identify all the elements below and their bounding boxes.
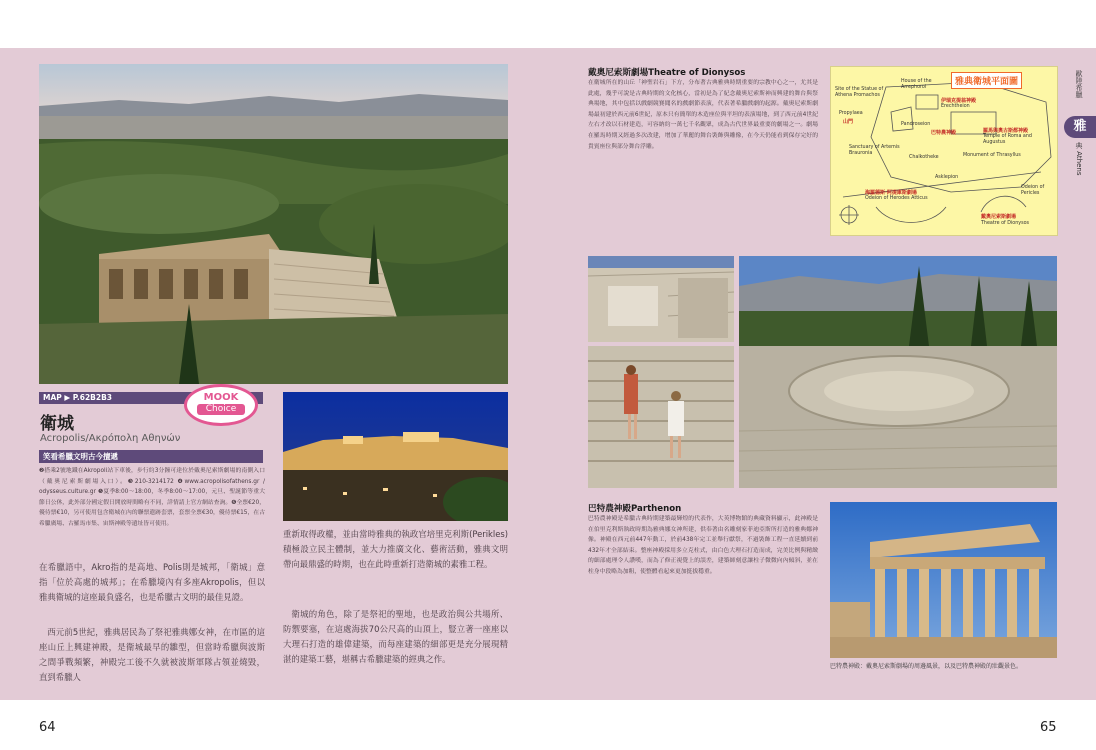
map-ref[interactable]: MAP ▶ P.62B2B3 [43,393,113,402]
odeon-aerial-photo [39,64,508,384]
theatre-of-dionysos-photo [739,256,1057,488]
plan-label-pericles: Odeion of Pericles [1021,185,1045,196]
page-number-left: 64 [39,720,56,735]
acropolis-para2: 西元前5世紀，雅典居民為了祭祀雅典娜女神，在市區的這座山丘上興建神殿，是衛城最早的雛型，但當時希臘與波斯之間爭戰頻繁，神殿完工後不久就被波斯軍隊占領並燒毀，直到希臘人 [39,627,265,682]
acropolis-night-photo [283,392,508,521]
parthenon-text: 巴特農神殿是希臘古典時期建築最輝煌的代表作，大英博物館的典藏資料顯示，此神殿是在伯里克利斯執政時期為雅典娜女神所建，供奉著由名雕刻家菲迪亞斯所打造的雅典娜神像。神殿在西元前447年動工，於前438年完工並舉行獻祭，不過裝飾工程一直延續到前432年才全部結束。整座神殿採用多立克柱式，由白色大理石打造而成，完美比例與精緻的細部處理令人讚嘆，而為了修正視覺上的誤差，建築師刻意讓柱子微微向內傾斜，並在柱身中段略為加粗，使整體看起來更加挺拔穩重。 [588,516,818,575]
plan-label-roma-cn: 羅馬與奧古斯都神殿 [983,128,1029,134]
plan-label-herodes-en: Odeion of Herodes Atticus [865,196,928,201]
plan-label-brauron: Sanctuary of Artemis Brauronia [849,145,900,156]
plan-label-chalkotheke: Chalkotheke [909,155,939,160]
plan-label-erechtheion-en: Erechtheion [941,104,970,109]
plan-label-propylaea-en: Propylaea [839,111,863,116]
parthenon-photo [830,502,1057,658]
plan-label-herodes-cn: 海羅德斯·阿提庫斯劇場 [865,190,917,196]
plan-label-pandroseion: Pandroseion [901,122,931,127]
plan-label-asklepion: Asklepion [935,175,959,180]
plan-label-dionysos-cn: 戴奧尼索斯劇場 [981,214,1017,220]
badge-bottom: Choice [197,404,245,415]
plan-label-parthenon-cn: 巴特農神殿 [931,130,957,136]
plan-label-roma-en: Temple of Roma and Augustus [983,134,1032,145]
parthenon-caption: 巴特農神殿：戴奧尼索斯劇場的周邊風景，以及巴特農神殿的壯觀景色。 [830,663,1023,670]
plan-label-erechtheion-cn: 伊瑞克提翁神殿 [941,98,977,104]
acropolis-latin-title: Acropolis/Ακρόπολη Αθηνών [40,433,181,444]
dionysos-title: 戴奧尼索斯劇場Theatre of Dionysos [588,68,746,78]
tagline: 笑看希臘文明古今擅遞 [39,450,263,463]
plan-label-monument: Monument of Thrasyllus [963,153,1021,158]
acropolis-title: 衛城 [40,414,74,434]
plan-label-house: House of the Arrephoroi [901,79,932,90]
plan-label-dionysos-en: Theatre of Dionysos [981,221,1030,226]
page-number-right: 65 [1040,720,1057,735]
mook-choice-badge [184,384,258,426]
plan-label-propylaea-cn: 山門 [843,119,854,125]
acropolis-para3: 重新取得政權，並由當時雅典的執政官培里克利斯(Perikles)積極設立民主體制，並大力推廣文化、藝術活動，雅典文明帶向最鼎盛的時期，也在此時重新打造衛城的素雅工程。 [283,529,508,569]
acropolis-para1: 在希臘語中，Akro指的是高地、Polis則是城邦，「衛城」意指「位於高處的城邦」；在希臘境內有多座Akropolis，但以雅典衛城的這座最負盛名，也是希臘古文明的最佳見證。 [39,562,265,602]
plan-label-athena: Site of the Statue of Athena Promachos [835,87,884,98]
dionysos-text: 在衛城所在的山丘「神聖岩石」下方，分布著古典雅典時期重要的宗教中心之一，尤其是此處，幾乎可說是古典時期的文化核心，當初是為了紀念戴奧尼索斯神而興建的舞台與祭典場地，其中包括以戲劇競賽聞名的戲劇節表演，代表著希臘戲劇的起源。戴奧尼索斯劇場最初建於西元前6世紀，原本只有簡單的木造座位與平坦的表演場地，到了西元前4世紀左右才改以石材建造，可容納約一萬七千名觀眾，成為古代世界最重要的劇場之一。劇場在羅馬時期又經過多次改建，增加了華麗的舞台裝飾與雕像，在今天仍能看到保存完好的貴賓座位與部分舞台浮雕。 [588,80,818,150]
badge-top: MOOK [203,392,239,403]
city-label: 典 Athens [1075,142,1083,176]
acropolis-para4: 衛城的角色，除了是祭祀的聖地，也是政治與公共場所、防禦要塞，在這處海拔70公尺高的山頂上，豎立著一座座以大理石打造的雄偉建築，而每座建築的細部更是充分展現精湛的建築工藝，堪稱古希臘建築的經典之作。 [283,609,508,664]
region-label: 歐陸希臘 [1075,70,1083,98]
acropolis-info: ❷搭乘2號地鐵在Akropoli站下車後，步行約3分鐘可達位於戴奧尼索斯劇場的南側入口（戴奧尼索斯劇場入口）。❸210-3214172 ❹www.acropolisofathens.gr / odysseus.culture.gr ❺夏季8:00～18:00，冬季8:00～17:00，元旦、聖誕節等重大節日公休，此外部分國定假日開放時間略有不同，詳情請上官方網站查詢。❻全票€20，優待票€10，另可使用包含衛城在內的聯票遺跡套票，套票全票€30，優待票€15，在古希臘廣場、古羅馬市集、宙斯神殿等遺址皆可使用。 [39,468,265,527]
plan-title: 雅典衛城平面圖 [951,72,1022,89]
people-on-steps-photo [588,346,734,488]
city-tab: 雅 [1064,116,1096,138]
parthenon-title: 巴特農神殿Parthenon [588,504,682,514]
acropolis-plan [830,66,1058,236]
theatre-seats-photo [588,256,734,342]
